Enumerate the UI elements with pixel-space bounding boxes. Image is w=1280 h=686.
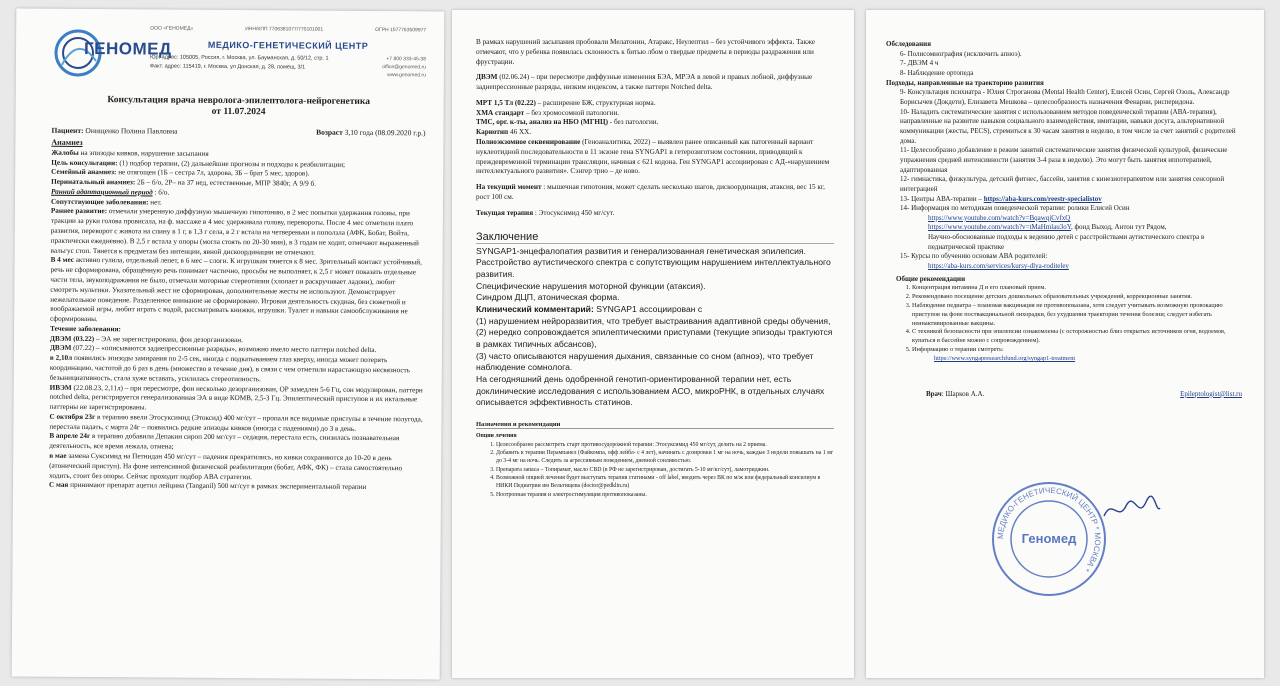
approach-item (900, 108, 1242, 147)
paragraph-text: принимают препарат ацетил лейцина (Tanganil) 500 мг/сут в рамках экспериментальной терапии (68, 481, 367, 492)
approach-link[interactable]: https://aba-kurs.com/reestr-specialistov (983, 194, 1102, 203)
clinical-line: (1) нарушением нейроразвития, что требует выстраивания адаптивной среды обучения, (476, 315, 831, 326)
exam-item (476, 73, 834, 93)
approach-item (900, 175, 1242, 194)
paragraph-label: Семейный анамнез: (51, 168, 117, 177)
approach-heading: Подходы, направленные на траекторию развития (886, 78, 1044, 87)
exam-label: Текущая терапия (476, 208, 534, 217)
email: office@genomed.ru (382, 64, 426, 71)
document-page-2 (452, 10, 854, 678)
exam-text: – расширение БЖ, структурная норма. (535, 98, 656, 107)
video-link-line (928, 223, 1242, 233)
approach-text: 14- Информация по методикам поведенческой терапии: ролики Елисей Осин (900, 204, 1130, 213)
paragraph-label: Жалобы (51, 148, 79, 157)
doctor-name: Шарков А.А. (945, 389, 985, 398)
clinical-comment-label: Клинический комментарий: (476, 303, 594, 314)
paragraph-text: – ЭА не зарегистрирована, фон дезорганизован. (94, 334, 243, 344)
clinical-line: (2) нередко сопровождается эпилептическими приступами (текущие эпизоды трактуются в рамках типичных абсансов), (476, 327, 833, 349)
clinical-comment-body (476, 316, 834, 410)
legal-address: Юр. адрес: 105005, Россия, г. Москва, ул. Бауманская, д. 50/12, стр. 1 (149, 54, 329, 62)
paragraph-label: ИВЭМ (49, 383, 72, 392)
clinic-stamp-icon (990, 480, 1108, 598)
general-rec-item: 5. Информацию о терапии смотреть: (912, 346, 1242, 355)
approach-text: 13- Центры АВА-терапии – (900, 194, 984, 203)
treatment-list (476, 441, 834, 500)
exam-label: ТМС, орг. к-ты, анализ на НБО (МГНЦ) (476, 118, 608, 127)
paragraph-label: ДВЭМ (49, 344, 72, 353)
exam-text: 46 XX. (508, 128, 532, 137)
paragraph-label: Сопутствующие заболевания: (50, 197, 149, 207)
general-rec-item: 4. С техникой безопасности при эпилепсии ознакомлены (с осторожностью близ открытых источников огня, водоемов, купаться в бассейне можно с сопровождением). (912, 328, 1242, 346)
treatment-heading: Опции лечения (476, 433, 517, 440)
document-title: Консультация врача невролога-эпилептолога-нейрогенетика от 11.07.2024 (107, 95, 371, 118)
exam-label: ДВЭМ (476, 73, 498, 82)
logo-text: ГЕНОМЕД (83, 38, 172, 59)
paragraph-text: отмечали умеренную диффузную мышечную гипотонию, в 2 мес попытки удержания головы, при тракции за руки голова провисала, на ф. массаже в 4 мес удерживала голову, перевороты. После 4 мес отметили плато развития, переворот с живота на спину в 1 г, в 1,3 г села, в 2 г встала на четвереньки и поползла (АФК, Бобат, Войта, практически ежедневно). В 2,5 г встала у опоры (могла стоять по 20-30 мин), в 3 годам не ходит, отмечают выраженный вальгус стоп. Тянется к предметам без интенции, явной дискоординации не отмечают. (50, 207, 419, 257)
paragraph-text: (07.22) – «описываются задиепрессионные разряды», возможно имело место паттерн notched delta. (71, 344, 377, 355)
exam-label: На текущий момент (476, 183, 542, 192)
paragraph-label: В 4 мес (50, 256, 74, 265)
exam-plan-item: 6- Полисомнография (исключить апноэ). (900, 49, 1022, 58)
treatment-item: 4. Возможной опцией лечения будет выступать терапия статинами - off label, вводить через ВК по м/ж или федеральный консилиум в НИКИ Педиатрии им Вельтищева (doctor@pedklin.ru) (496, 474, 834, 491)
conclusion-heading: Заключение (476, 231, 834, 244)
recommendations-heading: Назначения и рекомендации (476, 421, 834, 429)
clinical-comment-intro: SYNGAP1 ассоциирован с (596, 303, 703, 314)
exam-plan-item: 7- ДВЭМ 4 ч (900, 59, 939, 68)
exam-text: : мышечная гипотония, может сделать несколько шагов, дискоординация, атаксия, вес 15 кг, рост 100 см. (476, 183, 825, 201)
paragraph-text: на эпизоды кивков, нарушение засыпания (78, 148, 209, 158)
exam-label: ХМА стандарт (476, 108, 525, 117)
anamnesis-heading: Анамнез (51, 137, 83, 147)
page2-intro: В рамках нарушений засыпания пробовали Мелатонин, Атаракс, Неулептил – без устойчивого эффекта. Также отмечают, что у ребенка появилась склонность к битью лбом о твердые предметы в периоды раздражения или фрустрации. (476, 38, 816, 66)
exam-text: (02.06.24) – при пересмотре диффузные изменения БЭА, МРЭА в левой и правых лобной, диффузные задиепрессионные разряды, низким индексом, а также паттерн Notched delta. (476, 73, 813, 92)
approach-list (886, 88, 1242, 271)
clinical-line: (3) часто описываются нарушения дыхания, связанные со сном (апноэ), что требует наблюдение сомнолога. (476, 350, 814, 373)
youtube-link[interactable]: https://www.youtube.com/watch?v=BqawqjCvfxQ (928, 213, 1071, 222)
anamnesis-paragraph (50, 354, 424, 386)
svg-text:МЕДИКО-ГЕНЕТИЧЕСКИЙ ЦЕНТР * МО: МЕДИКО-ГЕНЕТИЧЕСКИЙ ЦЕНТР * МОСКВА * (995, 485, 1103, 574)
approach-text: 12- гимнастика, физкультура, детский фитнес, бассейн, занятия с кинезиотерапевтом или занятия сенсорной интеграцией (900, 175, 1225, 193)
exam-text: : Этосуксимид 450 мг/сут. (533, 208, 615, 217)
approach-text: 10- Наладить систематические занятия с использованием методов поведенческой терапии (АВА-терапия), направленные на развитие навыков социального взаимодействия, имитации, навыки досуга, альтернативной коммуникации (жесты, PECS), стремиться к 30 часам занятия в неделю, в том числе за счет занятий с родителей дома. (900, 107, 1236, 145)
course-link[interactable]: https://aba-kurs.com/services/kursy-dlya-roditeley (928, 262, 1069, 271)
paragraph-text: активно гулила, отдельный лепет, в 6 мес – слоги. К игрушкам тянется к 8 мес. Зрительный контакт устойчивый, речь не сформирована, обращённую речь понимает частично, просьбы не выполняет, к 2,5 г может показать отдельные части тела, звукоподражания не было, отмечали моторные стереотипии (хлопает и раскручивает ладони), любит смотреть мультики. Указательный жест не сформирован, дополнительные жесты не используют. Демонстрирует нежелательное поведение. Разделенное внимание не сформировано. Игровая деятельность скудная, без сюжетной и воображаемой игры, любит играть с водой, рассматривать книжки, игрушки. Туалет и навыки самообслуживания не сформированы. (50, 256, 422, 324)
paragraph-text: не отягощен (1Б – сестра 7л, здорова, 3Б – брат 5 мес, здоров). (116, 168, 310, 178)
treatment-item: 3. Препарата запаса – Топирамат, масло CBD (в РФ не зарегистрирован, достигать 5-10 мг/кг/сут), ламотриджин. (496, 466, 834, 474)
paragraph-label: С мая (48, 481, 69, 490)
exams-list (886, 50, 1242, 79)
paragraph-label: С октября 23г (49, 412, 96, 421)
exam-item (476, 99, 834, 109)
treatment-item: 1. Целесообразно рассмотреть старт противосудорожной терапии: Этосуксимид 450 мг/сут, делить на 2 приема. (496, 441, 834, 449)
site: www.genomed.ru (387, 72, 426, 79)
doctor-email-link[interactable]: Epileptologist@list.ru (1180, 389, 1242, 398)
exam-item (476, 109, 834, 119)
letterhead (52, 25, 426, 94)
youtube-link[interactable]: https://www.youtube.com/watch?v=tMaHmlau3oY (928, 223, 1071, 232)
paragraph-text: 2Б – б/о, 2Р– на 37 нед, естественные, МПР 3840г, А 9/9 б. (135, 178, 316, 188)
exam-label: Полноэкзомное секвенирование (476, 138, 581, 147)
general-recs-list (886, 284, 1242, 355)
paragraph-label: в 2,10л (49, 353, 73, 363)
inn: ИНН/КПП 7706381077/770101001 (245, 26, 324, 33)
anamnesis-paragraph (50, 383, 424, 415)
paragraph-text: (22.08.23, 2,11л) – при пересмотре, фон несколько дезорганизован, ОР замедлен 5-6 Гц, сон модулирован, паттерн notched delta, регистрируется генерализованная ЭА в виде КОМВ, 2,5-3 Гц. Эпилептический приступов и их иктальные паттерны не зарегистрированы. (49, 383, 423, 412)
paragraph-text: в терапию ввели Этосуксимид (Этоксид) 400 мг/сут – пропали все видимые приступы в течение полугода, перестала падать, с марта 24г – появились редкие эпизоды кивков (иногда с падениями) до 3 в день. (49, 412, 423, 433)
general-rec-item: 3. Наблюдение педиатра – плановая вакцинация не противопоказана, хотя следует учитывать возможную провокацию приступов на фоне поствакцинальной лихорадки, без ухудшения траектории течения болезни; следует избегать неинактивированные вакцины. (912, 302, 1242, 328)
paragraph-label: Течение заболевания: (50, 324, 121, 334)
treatment-item: 2. Добавить к терапии Перампанел (Файкомпа, офф лейбл- с 4 лет), начинать с дозировки 1 мг на ночь, каждые 3 недели повышать на 1 мг до 3-4 мг на ночь. Следить за агрессивным поведением, дневной сонливостью. (496, 449, 834, 466)
course-item (900, 252, 1242, 271)
anamnesis-paragraph (49, 432, 423, 454)
svg-text:Геномед: Геномед (1021, 531, 1077, 546)
patient-name: Онищенко Полина Павловна (85, 125, 178, 136)
exam-item (476, 183, 834, 203)
video-tail: , фонд Выход, Антон тут Рядом, (1070, 223, 1167, 232)
paragraph-text: (1) подбор терапии, (2) дальнейшие прогнозы и подходы к реабилитации; (117, 158, 346, 169)
exam-label: Кариотип (476, 128, 509, 137)
phone: +7 800 333-45-38 (386, 56, 427, 63)
conclusion-line: Расстройство аутистического спектра с сопутствующим нарушением интеллектуального развития. (476, 257, 831, 279)
anamnesis-paragraph (50, 256, 424, 327)
document-page-3 (866, 10, 1264, 678)
conclusion-body (476, 246, 834, 304)
org-short: ООО «ГЕНОМЕД» (150, 25, 194, 32)
exam-item (476, 118, 834, 128)
exam-label: МРТ 1,5 Тл (02.22) (476, 98, 536, 107)
paragraph-label: Перинатальный анамнез: (51, 177, 136, 187)
paragraph-text: в терапию добавили Депакин сироп 200 мг/сут – седация, перестала есть, снизилась познавательная деятельность, все время лежала, отмена; (49, 432, 400, 451)
patient-line: Пациент: Онищенко Полина Павловна Возраст 3,10 года (08.09.2020 г.р.) (51, 125, 426, 138)
paragraph-text: : б/о. (152, 188, 170, 197)
signature-line: Врач: Шарков А.А. Epileptologist@list.ru (926, 389, 1242, 398)
anamnesis-paragraph (49, 413, 423, 435)
approach-text: 9- Консультация психиатра - Юлия Строганова (Mental Health Center), Елисей Осин, Сергей Озоль, Александр Борисычев (Докдети), Елизавета Мешкова – целесообразность назначения Фенарни, рисперидона. (900, 88, 1230, 106)
conclusion-line: SYNGAP1-энцефалопатия развития и генерализованная генетическая эпилепсия. (476, 245, 806, 256)
general-recs-heading: Общие рекомендации (896, 274, 966, 283)
document-page-1 (12, 9, 445, 680)
fact-address: Факт. адрес: 115419, г. Москва, ул Донская, д. 28, помещ. 3/1 (149, 63, 306, 71)
exam-item (476, 138, 834, 177)
approach-item (900, 146, 1242, 175)
exam-text: – без хромосомной патологии. (524, 108, 620, 117)
approach-text: 11- Целесообразно добавление в режим занятий систематические занятия физической культурой, физические упражнения средней интенсивности (занятия 3-4 раза в неделю). Это могут быть занятия иппотерапией, адаптированная (900, 146, 1228, 174)
center-name: МЕДИКО-ГЕНЕТИЧЕСКИЙ ЦЕНТР (207, 39, 369, 51)
paragraph-label: Ранний адаптационный период (51, 187, 153, 197)
video-link-line (928, 214, 1242, 224)
clinical-line: На сегодняшний день одобренной генотип-ориентированной терапии нет, есть доклинические исследования с использованием АСО, микроРНК, в отдельных случаях описывается эффективность статинов. (476, 374, 825, 408)
exams-heading: Обследования (886, 40, 931, 48)
anamnesis-body (49, 149, 425, 494)
anamnesis-paragraph (51, 207, 425, 259)
paragraph-text: нет. (148, 198, 162, 207)
approach-item (900, 88, 1242, 107)
paragraph-label: ДВЭМ (03.22) (50, 334, 95, 343)
ogrn: ОГРН 1077763509977 (375, 27, 427, 34)
conclusion-line: Специфические нарушения моторной функции (атаксия). (476, 280, 706, 291)
exam-text: (Геноаналитика, 2022) – выявлен ранее описанный как патогенный вариант нуклеотидной последовательности в 11 экзоне гена SYNGAP1 в гетерозиготном состоянии, приводящий к преждевременной терминации трансляции, начиная с 621 кодона. Ген SYNGAP1 ассоциирован с АД-«нарушением интеллектуального развития». Сэнгер трио – де ново. (476, 138, 830, 176)
paragraph-label: Цель консультации: (51, 158, 118, 167)
conclusion-line: Синдром ДЦП, атоническая форма. (476, 292, 620, 303)
signature-scribble-icon (1102, 494, 1162, 524)
treatment-item: 5. Ноотропная терапия и электростимуляция противопоказаны. (496, 491, 834, 499)
paragraph-label: в мае (49, 451, 67, 460)
exam-item (476, 209, 834, 219)
patient-age: 3,10 года (08.09.2020 г.р.) (344, 127, 426, 138)
syngap-treatment-link[interactable]: https://www.syngapresearchfund.org/syngap1-treatment (934, 354, 1076, 362)
approach-item (900, 204, 1242, 214)
paragraph-label: В апреле 24г (49, 432, 91, 441)
approach-item (900, 195, 1242, 205)
video-links (900, 214, 1242, 253)
exam-text: - без патологии. (607, 118, 659, 127)
general-rec-item: 1. Концентрация витамина Д и его плановый прием. (912, 284, 1242, 293)
paragraph-label: Раннее развитие: (50, 207, 108, 216)
anamnesis-paragraph (49, 452, 423, 484)
exam-plan-item: 8- Наблюдение ортопеда (900, 68, 974, 77)
video-note: Научно-обоснованные подходы к ведению детей с расстройствами аутистического спектра в педиатрической практике (928, 233, 1205, 251)
exam-item (476, 128, 834, 138)
paragraph-text: замена Суксимид на Петнидан 450 мг/сут – падения прекратились, но кивки сохраняются до 10-20 в день (атонический приступ). На фоне интенсивной физической реабилитации (бобат, АФК, ФК) – стала самостоятельно ходить, стоит без опоры. Сейчас проходит подбор АВА стратегии. (49, 451, 403, 481)
course-text: 15- Курсы по обучению основам АВА родителей: (900, 252, 1048, 261)
general-rec-item: 2. Рекомендовано посещение детских дошкольных образовательных учреждений, коррекционные занятия. (912, 293, 1242, 302)
paragraph-text: появились эпизоды замирания по 2-5 сек, иногда с подкатыванием глаз кверху, иногда может потерять координацию, частотой до 6 раз в день (множество в течение дня), в связи с чем отметили нарастающую несвязность безынициативность, стала хуже вставать, усилилась стереотипность. (49, 354, 411, 383)
exam-results (476, 73, 834, 218)
anamnesis-paragraph (49, 481, 423, 493)
